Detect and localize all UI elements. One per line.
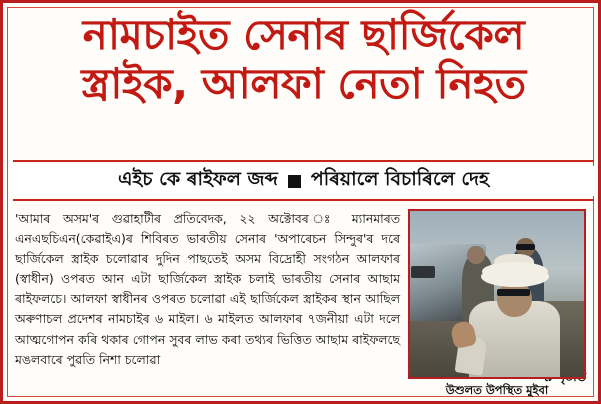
headline-line-1: নামচাইত সেনাৰ ছাৰ্জিকেল	[82, 10, 525, 59]
article-text-column	[15, 209, 400, 370]
photo-main-person-sunglasses	[497, 289, 530, 296]
news-photo-frame	[408, 209, 586, 379]
article-body-region	[15, 209, 586, 397]
divider-below-subhead	[13, 199, 594, 201]
divider-above-subhead	[13, 160, 594, 162]
headline-line-2: স্ত্ৰাইক, আলফা নেতা নিহত	[81, 59, 526, 109]
photo-background-person-left-head	[467, 246, 484, 264]
photo-background-person-sunglasses	[516, 244, 535, 250]
photo-caption: উশুলত উপস্থিত মুইবা	[445, 383, 549, 397]
news-photo-man-with-hat	[410, 211, 584, 377]
photo-vehicle-window	[411, 266, 435, 278]
subhead-bar	[13, 166, 594, 196]
square-bullet-icon	[288, 175, 301, 188]
article-paragraph: 'আমাৰ অসম'ৰ গুৱাহাটীৰ প্ৰতিবেদক, ২২ অক্টোবৰ ঃ ম্যানমাৰত এনএছচিএন(কেৱাইএ)ৰ শিবিৰত ভাৰতীয় সেনাৰ 'অপাৰেচন সিন্দুৰ'ৰ দৰে ছাৰ্জিকেল স্ত্ৰাইক চলোৱাৰ দুদিন পাছতেই অসম বিদ্ৰোহী সংগঠন আলফাৰ (স্বাধীন) ওপৰত আন এটা ছাৰ্জিকেল স্ত্ৰাইক চলাই ভাৰতীয় সেনাৰ আছাম ৰাইফলচে। আলফা স্বাধীনৰ ওপৰত চলোৱা এই ছাৰ্জিকেল স্ত্ৰাইকৰ স্থান আছিল অৰুণাচল প্ৰদেশৰ নামচাইৰ ৬ মাইল। ৬ মাইলত আলফাৰ ৭জনীয়া এটা দলে আত্মগোপন কৰি থকাৰ গোপন সুবৰ লাভ কৰা তথ্যৰ ভিত্তিত আছাম ৰাইফলছে মঙলবাৰে পুৱতি নিশা চলোৱা	[15, 211, 400, 367]
headline	[13, 11, 594, 107]
subhead-right-text: পৰিয়ালে বিচাৰিলে দেহ	[310, 168, 490, 190]
subhead-left-text: এইচ কে ৰাইফল জব্দ	[117, 168, 278, 190]
